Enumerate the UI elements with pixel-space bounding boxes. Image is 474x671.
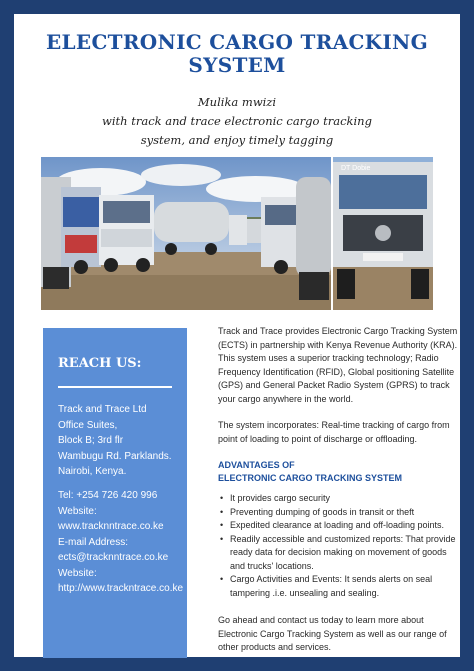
intro-paragraph: Track and Trace provides Electronic Cargo Tracking System (ECTS) in partnership with Kenya Revenue Authority (KRA). This system uses a superior tracking technology; Radio Frequency Identification (RFID), Global positioning Satellite (GPS) and General Packet Radio System (GPRS) to track your cargo anywhere in the world. (218, 326, 458, 404)
list-item (218, 492, 458, 506)
bullet-icon: • (220, 574, 224, 584)
website-label-2: Website: (58, 567, 97, 579)
list-item (218, 519, 458, 533)
email-link[interactable]: ects@tracknntrace.co.ke (58, 552, 169, 563)
truck-brand-text: DT Dobie (341, 165, 371, 172)
website-url-link[interactable]: http://www.trackntrace.co.ke (58, 583, 184, 594)
advantages-heading-line-1: ADVANTAGES OF (218, 460, 295, 470)
brochure-page (14, 14, 460, 657)
tagline-line-3: system, and enjoy timely tagging (140, 133, 334, 147)
list-item-text: Readily accessible and customized reports: That provide ready data for decision making on movement of goods and trucks' locations. (230, 533, 456, 571)
address-line: Office Suites, (58, 419, 118, 431)
reach-us-heading: REACH US: (58, 356, 142, 371)
system-paragraph: The system incorporates: Real-time tracking of cargo from point of loading to point of discharge or offloading. (218, 420, 450, 444)
list-item (218, 533, 458, 574)
list-item-text: Preventing dumping of goods in transit or theft (230, 506, 415, 517)
reach-us-panel (43, 328, 187, 658)
title-line-1: ELECTRONIC CARGO TRACKING (46, 30, 428, 54)
website-label: Website: (58, 505, 97, 517)
bullet-icon: • (220, 493, 224, 503)
address-line: Nairobi, Kenya. (58, 466, 127, 477)
website-link[interactable]: www.tracknntrace.co.ke (58, 521, 164, 532)
address-line: Block B; 3rd flr (58, 435, 124, 446)
tagline-line-1: Mulika mwizi (197, 95, 277, 109)
title-line-2: SYSTEM (188, 53, 286, 77)
bullet-icon: • (220, 533, 224, 544)
list-item-text: Expedited clearance at loading and off-loading points. (230, 520, 444, 530)
company-address (58, 402, 184, 480)
truck-photos (41, 157, 433, 310)
contact-details (58, 488, 184, 597)
address-line: Wambugu Rd. Parklands. (58, 450, 172, 462)
phone-number: Tel: +254 726 420 996 (58, 490, 158, 501)
list-item-text: It provides cargo security (230, 493, 331, 503)
list-item-text: Cargo Activities and Events: It sends alerts on seal tampering .i.e. unsealing and sealing. (230, 574, 433, 598)
email-label: E-mail Address: (58, 536, 129, 548)
reach-us-divider (58, 386, 172, 388)
tagline (14, 93, 460, 150)
list-item (218, 506, 458, 520)
dobie-truck-photo (333, 157, 433, 310)
truck-fleet-photo (41, 157, 331, 310)
advantages-heading-line-2: ELECTRONIC CARGO TRACKING SYSTEM (218, 472, 403, 483)
closing-paragraph: Go ahead and contact us today to learn more about Electronic Cargo Tracking System as well as our range of other products and services. (218, 615, 447, 652)
tagline-line-2: with track and trace electronic cargo tracking (102, 114, 372, 128)
advantages-list (218, 492, 458, 600)
page-title (14, 31, 460, 77)
bullet-icon: • (220, 506, 224, 517)
dobie-truck-illustration (333, 157, 433, 310)
address-line: Track and Trace Ltd (58, 404, 147, 415)
truck-fleet-illustration (41, 157, 331, 310)
advantages-heading (218, 459, 458, 484)
bullet-icon: • (220, 520, 224, 530)
list-item (218, 573, 458, 600)
main-text-column (218, 325, 458, 668)
